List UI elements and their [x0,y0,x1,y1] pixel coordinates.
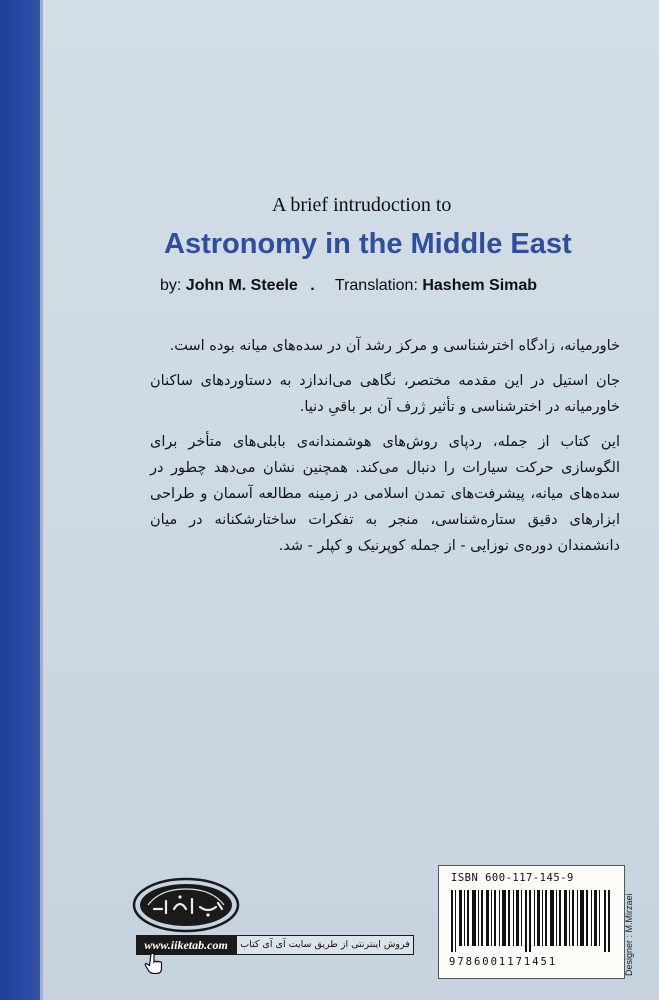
pointing-hand-icon [144,952,164,974]
author-prefix: by: [160,277,182,294]
spine-edge [40,0,43,1000]
credits-separator: . [310,277,315,294]
blurb-paragraph: خاورمیانه، زادگاه اخترشناسی و مرکز رشد آن در سده‌های میانه بوده است. [169,338,620,354]
website-caption: فروش اینترنتی از طریق سایت آی آی کتاب [236,935,414,955]
isbn-barcode-box [438,865,625,979]
translation-prefix: Translation: [334,277,418,294]
book-spine-strip [0,0,40,1000]
book-title: Astronomy in the Middle East [164,228,572,260]
author-name: John M. Steele [185,277,298,294]
credits-line [160,277,640,295]
book-subtitle: A brief intrudoction to [272,194,452,216]
barcode-digits: 9786001171451 [449,956,558,968]
blurb-paragraph: جان استیل در این مقدمه مختصر، نگاهی می‌اندازد به دستاوردهای ساکنان خاورمیانه در اخترشناسی و تأثیر ژرف آن بر باقیِ دنیا. [150,373,620,415]
translator-name: Hashem Simab [422,277,538,294]
publisher-website[interactable]: www.iiketab.com [136,935,236,955]
barcode-icon [451,890,611,952]
isbn-label: ISBN 600-117-145-9 [451,872,574,884]
blurb-paragraph: این کتاب از جمله، ردپای روش‌های هوشمندانه‌ی بابلی‌های متأخر برای الگوسازی حرکت سیارات را دنبال می‌کند. همچنین نشان می‌دهد چطور در سده‌های میانه، پیشرفت‌های تمدن اسلامی در زمینه مطالعه آسمان و طراحی ابزارهای دقیق ستاره‌شناسی، منجر به تفکرات ساختارشکنانه در میان دانشمندان دوره‌ی نوزایی - از جمله کوپرنیک و کپلر - شد. [150,434,620,554]
blurb-text [150,333,620,568]
publisher-logo [130,875,242,935]
designer-credit: Designer : M.Mirzaei [624,893,634,976]
